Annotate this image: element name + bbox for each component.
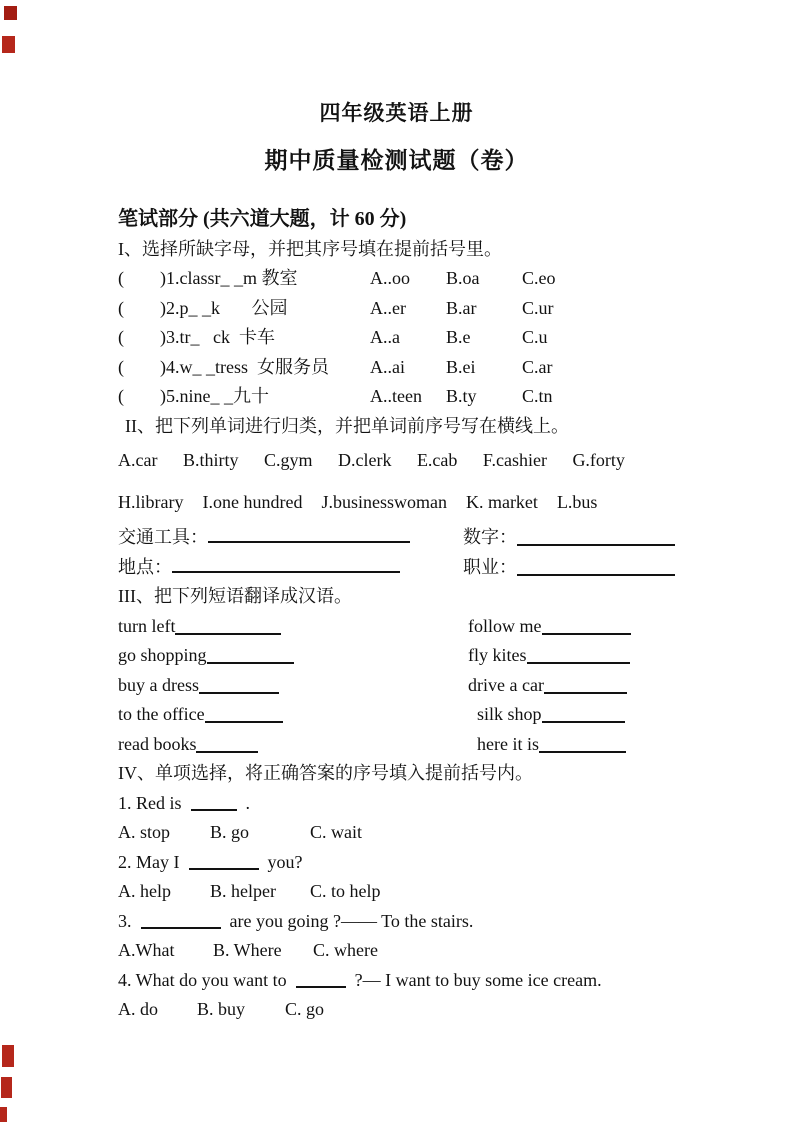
answer-underline <box>517 560 675 576</box>
phrase-row <box>118 641 675 671</box>
word-item: I.one hundred <box>202 491 303 512</box>
answer-underline <box>208 527 410 543</box>
word-item: B.thirty <box>182 450 239 470</box>
phrase-row <box>118 612 675 642</box>
word-item: J.businesswoman <box>321 491 447 512</box>
option-c: C. where <box>313 940 378 960</box>
page-content <box>0 100 793 1025</box>
phrase-text: drive a car <box>468 674 544 695</box>
mcq-question <box>118 848 675 878</box>
section3-instruction: III、把下列短语翻译成汉语。 <box>118 586 352 606</box>
mcq-options <box>118 995 675 1025</box>
category-label: 职业： <box>463 556 517 577</box>
question-text: you? <box>267 851 303 872</box>
phrase-text: read books <box>118 733 197 754</box>
option-b: B.ty <box>446 386 477 406</box>
option-a: A..teen <box>370 386 422 406</box>
doc-title: 四年级英语上册 <box>319 101 474 125</box>
question-text: 1. Red is <box>118 792 182 813</box>
mcq-question <box>118 907 675 937</box>
category-row <box>118 523 675 553</box>
word-bank-line2 <box>118 488 675 518</box>
answer-underline <box>175 619 281 635</box>
phrase-row <box>118 730 675 760</box>
section1-instruction: I、选择所缺字母，并把其序号填在提前括号里。 <box>118 238 502 259</box>
option-b: B. buy <box>197 999 246 1019</box>
category-label: 交通工具： <box>118 527 208 547</box>
option-a: A. stop <box>118 822 171 842</box>
answer-underline <box>172 557 400 573</box>
answer-underline <box>527 648 630 664</box>
section1-question-row <box>118 294 675 324</box>
section1-question-row <box>118 264 675 294</box>
option-b: B.ar <box>446 297 477 318</box>
mcq-question <box>118 966 675 996</box>
option-a: A.What <box>118 940 175 960</box>
phrase-text: go shopping <box>118 645 207 665</box>
answer-blank <box>296 972 346 988</box>
word-item: C.gym <box>263 450 313 470</box>
answer-blank <box>141 913 221 929</box>
word-item: L.bus <box>556 491 598 512</box>
option-c: C. to help <box>310 881 381 901</box>
phrase-row <box>118 671 675 701</box>
option-a: A. help <box>118 881 171 901</box>
part-heading: 笔试部分 (共六道大题，计 60 分) <box>118 208 407 230</box>
answer-underline <box>542 619 631 635</box>
red-scan-mark <box>1 1077 12 1098</box>
category-label: 数字： <box>463 527 517 547</box>
red-scan-mark <box>2 1045 14 1067</box>
option-b: B. Where <box>213 940 282 960</box>
question-text: ( )2.p_ _k 公园 <box>118 297 288 318</box>
phrase-text: fly kites <box>468 645 527 665</box>
option-c: C.eo <box>522 268 556 288</box>
option-b: B. go <box>210 822 250 842</box>
option-c: C. wait <box>310 822 362 842</box>
category-grid <box>118 523 675 582</box>
question-text: are you going ?—— To the stairs. <box>229 910 474 931</box>
red-scan-mark <box>2 36 15 53</box>
option-a: A..ai <box>370 356 405 377</box>
question-text: ( )3.tr_ ck 卡车 <box>118 327 275 347</box>
option-a: A. do <box>118 999 158 1019</box>
answer-underline <box>199 678 279 694</box>
option-b: B.oa <box>446 268 480 288</box>
category-label: 地点： <box>118 556 172 577</box>
answer-underline <box>539 737 626 753</box>
question-text: 4. What do you want to <box>118 969 287 990</box>
section1-question-row <box>118 382 675 412</box>
phrase-row <box>118 700 675 730</box>
phrase-text: here it is <box>477 733 539 754</box>
word-item: A.car <box>118 450 158 470</box>
question-text: 2. May I <box>118 851 180 872</box>
mcq-question <box>118 789 675 819</box>
section1-question-row <box>118 323 675 353</box>
question-text: ( )1.classr_ _m 教室 <box>118 268 298 288</box>
word-bank-line1 <box>118 446 625 476</box>
mcq-options <box>118 818 675 848</box>
red-scan-mark <box>0 1107 7 1122</box>
answer-blank <box>191 795 237 811</box>
option-c: C. go <box>285 999 325 1019</box>
answer-underline <box>207 648 294 664</box>
answer-underline <box>196 737 258 753</box>
phrase-text: buy a dress <box>118 674 199 695</box>
section1-question-row <box>118 353 675 383</box>
option-b: B.e <box>446 327 471 347</box>
option-c: C.u <box>522 327 548 347</box>
option-a: A..oo <box>370 268 410 288</box>
word-item: E.cab <box>416 450 458 470</box>
mcq-options <box>118 877 675 907</box>
option-c: C.ur <box>522 297 554 318</box>
section4-instruction: IV、单项选择，将正确答案的序号填入提前括号内。 <box>118 763 533 783</box>
option-a: A..a <box>370 327 400 347</box>
option-c: C.tn <box>522 386 553 406</box>
option-a: A..er <box>370 297 406 318</box>
answer-underline <box>517 530 675 546</box>
question-text: ( )4.w_ _tress 女服务员 <box>118 356 329 377</box>
doc-subtitle: 期中质量检测试题（卷） <box>264 148 529 173</box>
red-scan-mark <box>4 6 17 20</box>
answer-blank <box>189 854 259 870</box>
word-item: G.forty <box>572 450 625 470</box>
question-text: ?— I want to buy some ice cream. <box>354 969 602 990</box>
question-text: . <box>245 792 251 813</box>
section2-instruction: II、把下列单词进行归类，并把单词前序号写在横线上。 <box>125 415 569 436</box>
phrase-text: follow me <box>468 615 542 636</box>
phrase-text: to the office <box>118 704 205 724</box>
word-item: D.clerk <box>337 450 392 470</box>
option-b: B. helper <box>210 881 276 901</box>
phrase-text: turn left <box>118 615 176 636</box>
mcq-options <box>118 936 675 966</box>
category-row <box>118 553 675 583</box>
answer-underline <box>205 707 283 723</box>
phrase-text: silk shop <box>477 704 542 724</box>
word-item: K. market <box>465 491 538 512</box>
question-text: 3. <box>118 910 132 931</box>
option-b: B.ei <box>446 356 476 377</box>
question-text: ( )5.nine_ _九十 <box>118 386 269 406</box>
answer-underline <box>542 707 625 723</box>
word-item: H.library <box>118 491 184 512</box>
option-c: C.ar <box>522 356 553 377</box>
answer-underline <box>544 678 627 694</box>
word-item: F.cashier <box>482 450 547 470</box>
